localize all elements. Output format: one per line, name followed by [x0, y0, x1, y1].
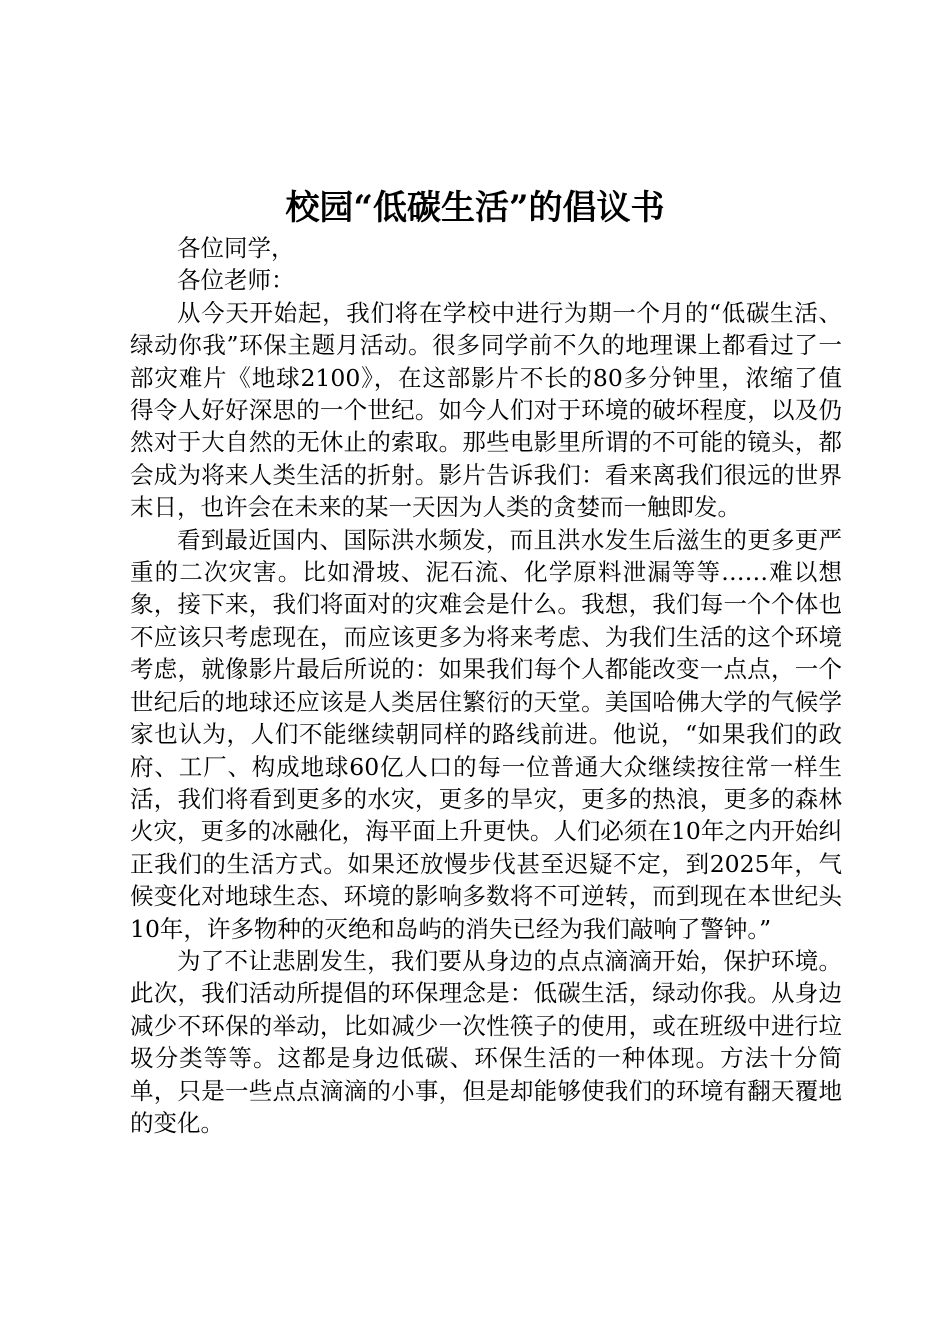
paragraph-floods: 看到最近国内、国际洪水频发，而且洪水发生后滋生的更多更严重的二次灾害。比如滑坡、泥石流、化学原料泄漏等等……难以想象，接下来，我们将面对的灾难会是什么。我想，我们每一个个体也不应该只考虑现在，而应该更多为将来考虑、为我们生活的这个环境考虑，就像影片最后所说的：如果我们每个人都能改变一点点，一个世纪后的地球还应该是人类居住繁衍的天堂。美国哈佛大学的气候学家也认为，人们不能继续朝同样的路线前进。他说，“如果我们的政府、工厂、构成地球60亿人口的每一位普通大众继续按往常一样生活，我们将看到更多的水灾，更多的旱灾，更多的热浪，更多的森林火灾，更多的冰融化，海平面上升更快。人们必须在10年之内开始纠正我们的生活方式。如果还放慢步伐甚至迟疑不定，到2025年，气候变化对地球生态、环境的影响多数将不可逆转，而到现在本世纪头10年，许多物种的灭绝和岛屿的消失已经为我们敲响了警钟。”: [130, 525, 842, 943]
salutation-students: 各位同学，: [177, 234, 295, 262]
document-body: [130, 232, 842, 1139]
salutation-teachers: 各位老师：: [177, 266, 295, 295]
paragraph-call-to-action: 为了不让悲剧发生，我们要从身边的点点滴滴开始，保护环境。此次，我们活动所提倡的环保理念是：低碳生活，绿动你我。从身边减少不环保的举动，比如减少一次性筷子的使用，或在班级中进行垃圾分类等等。这都是身边低碳、环保生活的一种体现。方法十分简单，只是一些点点滴滴的小事，但是却能够使我们的环境有翻天覆地的变化。: [130, 946, 842, 1137]
document-title: 校园“低碳生活”的倡议书: [285, 188, 665, 228]
paragraph-intro: 从今天开始起，我们将在学校中进行为期一个月的“低碳生活、绿动你我”环保主题月活动。很多同学前不久的地理课上都看过了一部灾难片《地球2100》，在这部影片不长的80多分钟里，浓缩了值得令人好好深思的一个世纪。如今人们对于环境的破坏程度，以及仍然对于大自然的无休止的索取。那些电影里所谓的不可能的镜头，都会成为将来人类生活的折射。影片告诉我们：看来离我们很远的世界末日，也许会在未来的某一天因为人类的贪婪而一触即发。: [130, 298, 842, 522]
